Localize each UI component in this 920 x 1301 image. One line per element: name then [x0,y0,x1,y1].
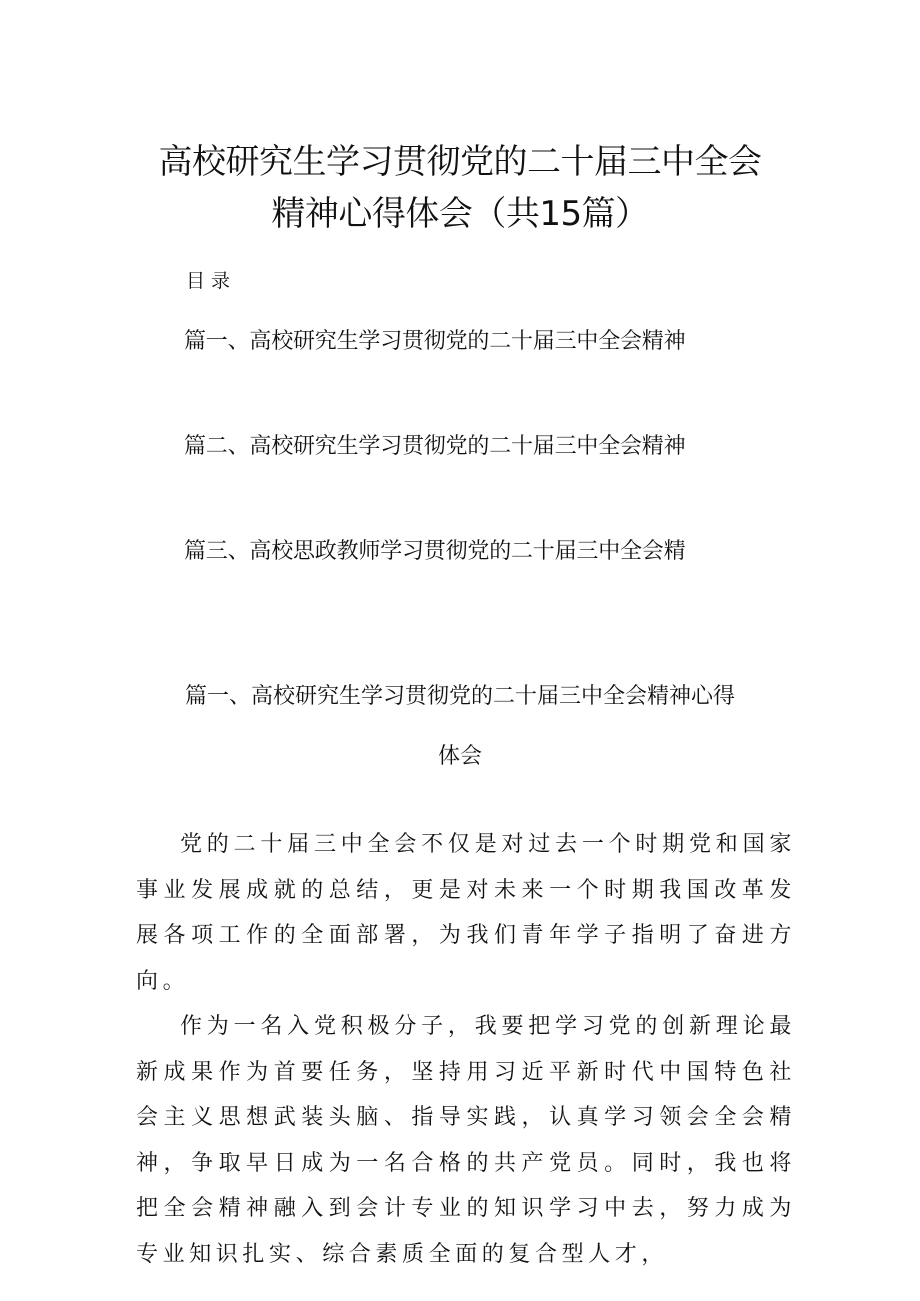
toc-item-3[interactable]: 篇三、高校思政教师学习贯彻党的二十届三中全会精 [184,539,686,564]
body-paragraph-1: 党的二十届三中全会不仅是对过去一个时期党和国家事业发展成就的总结，更是对未来一个时期我国改革发展各项工作的全面部署，为我们青年学子指明了奋进方向。 [136,832,796,994]
toc-item-2[interactable]: 篇二、高校研究生学习贯彻党的二十届三中全会精神 [184,434,686,459]
section-heading [0,667,920,787]
toc-item-1[interactable]: 篇一、高校研究生学习贯彻党的二十届三中全会精神 [184,329,686,354]
document-title [0,136,920,240]
section-heading-line-1: 篇一、高校研究生学习贯彻党的二十届三中全会精神心得 [184,684,735,709]
section-heading-line-2: 体会 [437,744,482,769]
body-paragraph-2: 作为一名入党积极分子，我要把学习党的创新理论最新成果作为首要任务，坚持用习近平新时代中国特色社会主义思想武装头脑、指导实践，认真学习领会全会精神，争取早日成为一名合格的共产党员。同时，我也将把全会精神融入到会计专业的知识学习中去，努力成为专业知识扎实、综合素质全面的复合型人才， [136,1014,796,1267]
section-body [136,822,796,1277]
toc-label: 目录 [186,270,237,292]
document-title-line-2: 精神心得体会（共15篇） [271,194,649,234]
document-title-line-1: 高校研究生学习贯彻党的二十届三中全会 [158,142,762,182]
